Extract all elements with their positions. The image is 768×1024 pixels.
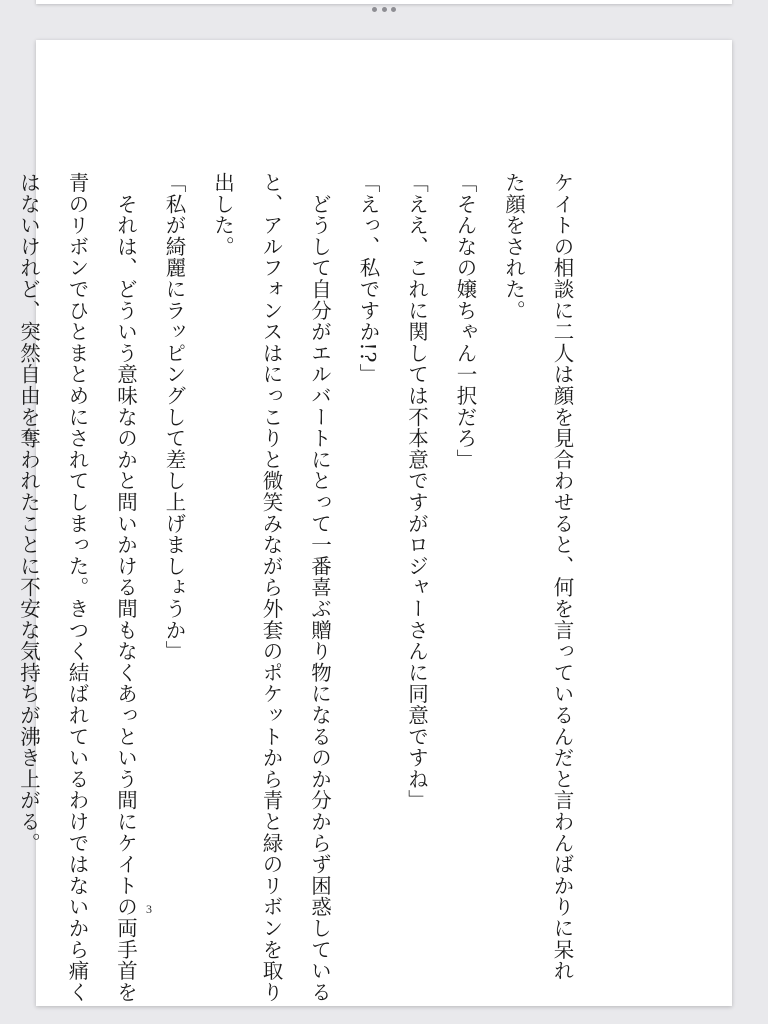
text-line: 「えっ、私ですか!?」 (356, 172, 380, 385)
text-line: 出した。 (210, 172, 235, 258)
previous-page-edge[interactable] (36, 0, 732, 4)
text-line: と、アルフォンスはにっこりと微笑みながら外套のポケットから青と緑のリボンを取り (259, 172, 283, 1003)
book-page[interactable] (16, 40, 732, 1006)
dot-icon (382, 7, 387, 12)
text-line: どうして自分がエルバートにとって一番喜ぶ贈り物になるのか分からず困惑している (307, 172, 332, 1003)
text-line: ケイトの相談に二人は顔を見合わせると、何を言っているんだと言わんばかりに呆れ (550, 172, 574, 982)
dot-icon (372, 7, 377, 12)
text-line: それは、どういう意味なのかと問いかける間もなくあっという間にケイトの両手首を (113, 172, 138, 1003)
text-line: 「ええ、これに関しては不本意ですがロジャーさんに同意ですね」 (404, 172, 429, 811)
text-line: 「私が綺麗にラッピングして差し上げましょうか」 (162, 172, 186, 662)
text-line: 青のリボンでひとまとめにされてしまった。きつく結ばれているわけではないから痛く (65, 172, 89, 1003)
text-line: た顔をされた。 (501, 172, 526, 322)
text-line: はないけれど、突然自由を奪われたことに不安な気持ちが沸き上がる。 (16, 172, 41, 854)
more-options-icon[interactable] (372, 6, 396, 12)
vertical-text-body (4, 172, 586, 1003)
dot-icon (391, 7, 396, 12)
page-number: 3 (146, 902, 152, 916)
text-line: 「そんなの嬢ちゃん一択だろ」 (453, 172, 477, 471)
